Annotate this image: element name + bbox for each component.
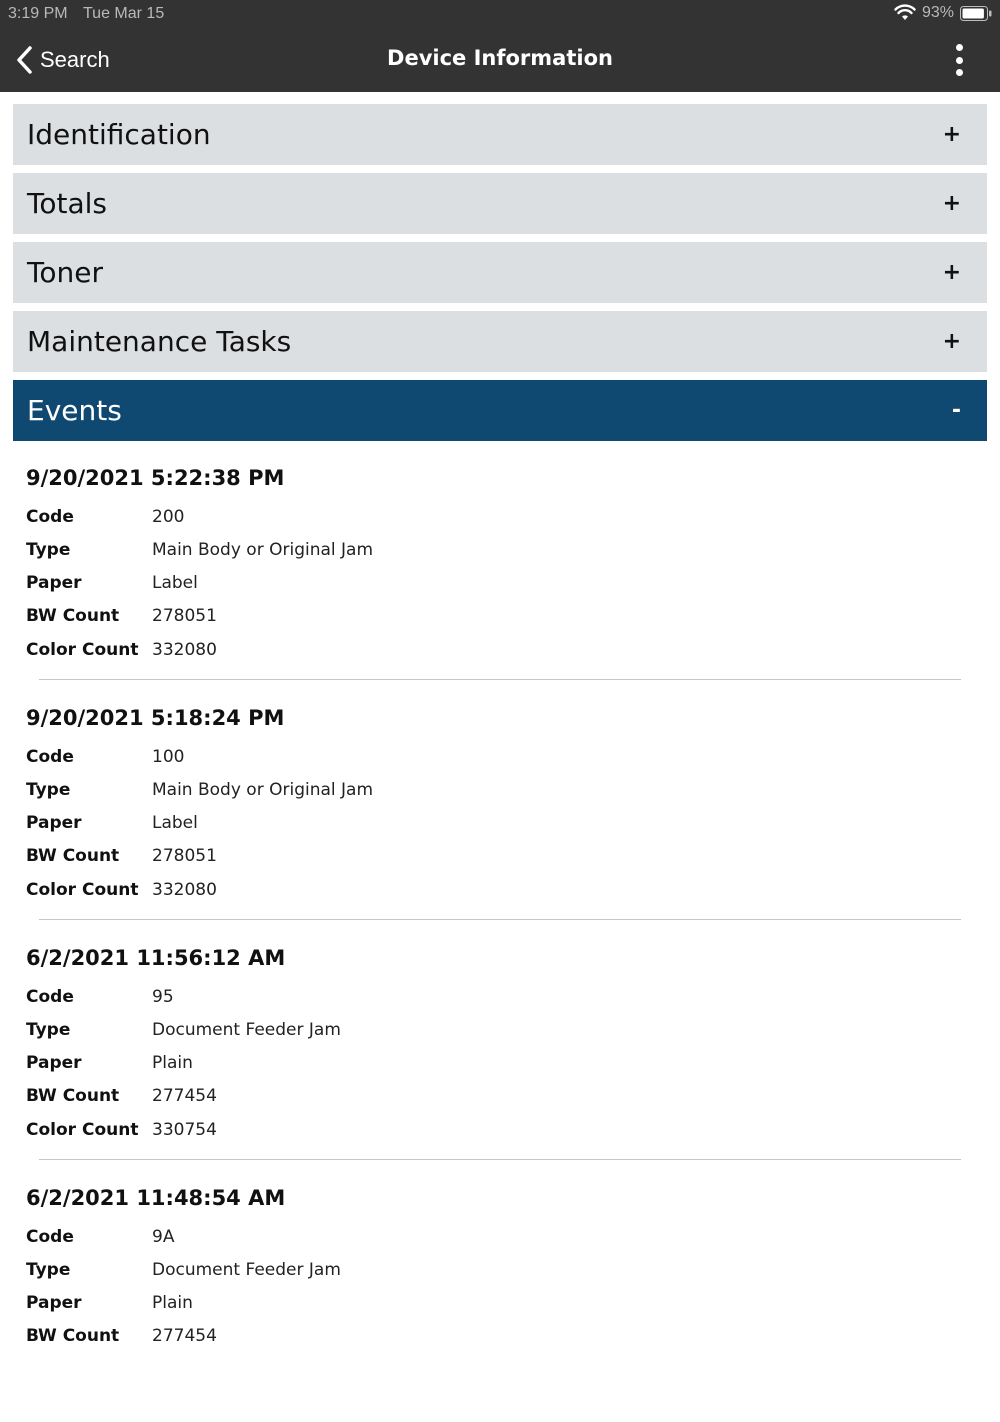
event-value: Plain: [152, 1053, 193, 1074]
section-title: Toner: [27, 256, 103, 289]
section-title: Identification: [27, 118, 211, 151]
event-row-paper: [26, 1287, 961, 1320]
event-value: 95: [152, 986, 174, 1007]
section-toner[interactable]: [13, 242, 987, 303]
event-row-paper: [26, 1047, 961, 1080]
event-row-code: [26, 500, 961, 533]
expand-icon: +: [942, 260, 961, 285]
event-row-color-count: [26, 1113, 961, 1146]
event-value: Main Body or Original Jam: [152, 779, 374, 800]
event-row-code: [26, 980, 961, 1013]
event-value: 332080: [152, 639, 217, 660]
event-item: [26, 942, 961, 1182]
event-value: Label: [152, 813, 198, 834]
status-time: 3:19 PM: [8, 5, 68, 22]
collapse-icon: -: [951, 398, 961, 423]
section-identification[interactable]: [13, 104, 987, 165]
event-row-type: [26, 533, 961, 566]
event-row-bw-count: [26, 600, 961, 633]
divider: [39, 679, 961, 680]
event-label: Code: [26, 506, 74, 527]
event-row-bw-count: [26, 840, 961, 873]
wifi-icon: [894, 4, 916, 22]
event-label: Paper: [26, 1053, 82, 1074]
event-row-color-count: [26, 633, 961, 666]
event-value: 200: [152, 506, 185, 527]
expand-icon: +: [942, 329, 961, 354]
battery-icon: [960, 6, 992, 21]
navigation-bar: [0, 28, 1000, 92]
event-row-paper: [26, 807, 961, 840]
event-label: Type: [26, 1019, 71, 1040]
event-item: [26, 462, 961, 702]
event-list: [26, 462, 961, 1422]
event-value: Document Feeder Jam: [152, 1259, 341, 1280]
event-date: 9/20/2021 5:18:24 PM: [26, 706, 285, 730]
event-label: BW Count: [26, 606, 120, 627]
event-value: 277454: [152, 1326, 217, 1347]
back-label: Search: [40, 47, 110, 72]
event-date: 6/2/2021 11:48:54 AM: [26, 1186, 286, 1210]
battery-percent: 93%: [921, 4, 954, 21]
event-label: BW Count: [26, 846, 120, 867]
event-label: Type: [26, 779, 71, 800]
event-value: Plain: [152, 1293, 193, 1314]
event-label: BW Count: [26, 1086, 120, 1107]
event-item: [26, 1182, 961, 1422]
event-row-type: [26, 1253, 961, 1286]
event-row-bw-count: [26, 1320, 961, 1353]
event-row-code: [26, 1220, 961, 1253]
event-label: Paper: [26, 1293, 82, 1314]
event-label: Color Count: [26, 639, 139, 660]
status-date: Tue Mar 15: [83, 5, 165, 22]
event-row-type: [26, 773, 961, 806]
event-label: Color Count: [26, 1119, 139, 1140]
event-label: Code: [26, 1226, 74, 1247]
event-row-code: [26, 740, 961, 773]
section-list: [13, 104, 987, 449]
event-value: 332080: [152, 879, 217, 900]
event-date: 9/20/2021 5:22:38 PM: [26, 466, 285, 490]
expand-icon: +: [942, 122, 961, 147]
event-label: BW Count: [26, 1326, 120, 1347]
event-row-bw-count: [26, 1080, 961, 1113]
event-value: 9A: [152, 1226, 175, 1247]
event-value: 278051: [152, 606, 217, 627]
status-bar: [0, 0, 1000, 28]
section-title: Totals: [27, 187, 107, 220]
page-title: Device Information: [387, 46, 613, 70]
event-label: Code: [26, 746, 74, 767]
section-events[interactable]: [13, 380, 987, 441]
more-vertical-icon[interactable]: [946, 44, 972, 76]
section-title: Maintenance Tasks: [27, 325, 292, 358]
event-value: 100: [152, 746, 185, 767]
event-row-color-count: [26, 873, 961, 906]
status-indicators: [894, 4, 992, 22]
event-value: Document Feeder Jam: [152, 1019, 341, 1040]
event-row-type: [26, 1013, 961, 1046]
event-value: 278051: [152, 846, 217, 867]
divider: [39, 919, 961, 920]
section-totals[interactable]: [13, 173, 987, 234]
event-item: [26, 702, 961, 942]
event-row-paper: [26, 567, 961, 600]
event-label: Type: [26, 1259, 71, 1280]
event-label: Code: [26, 986, 74, 1007]
event-label: Color Count: [26, 879, 139, 900]
event-label: Type: [26, 539, 71, 560]
expand-icon: +: [942, 191, 961, 216]
event-value: Label: [152, 573, 198, 594]
event-value: 277454: [152, 1086, 217, 1107]
section-maintenance-tasks[interactable]: [13, 311, 987, 372]
section-title: Events: [27, 394, 122, 427]
event-date: 6/2/2021 11:56:12 AM: [26, 946, 286, 970]
event-label: Paper: [26, 813, 82, 834]
divider: [39, 1159, 961, 1160]
event-value: Main Body or Original Jam: [152, 539, 374, 560]
event-label: Paper: [26, 573, 82, 594]
event-value: 330754: [152, 1119, 217, 1140]
